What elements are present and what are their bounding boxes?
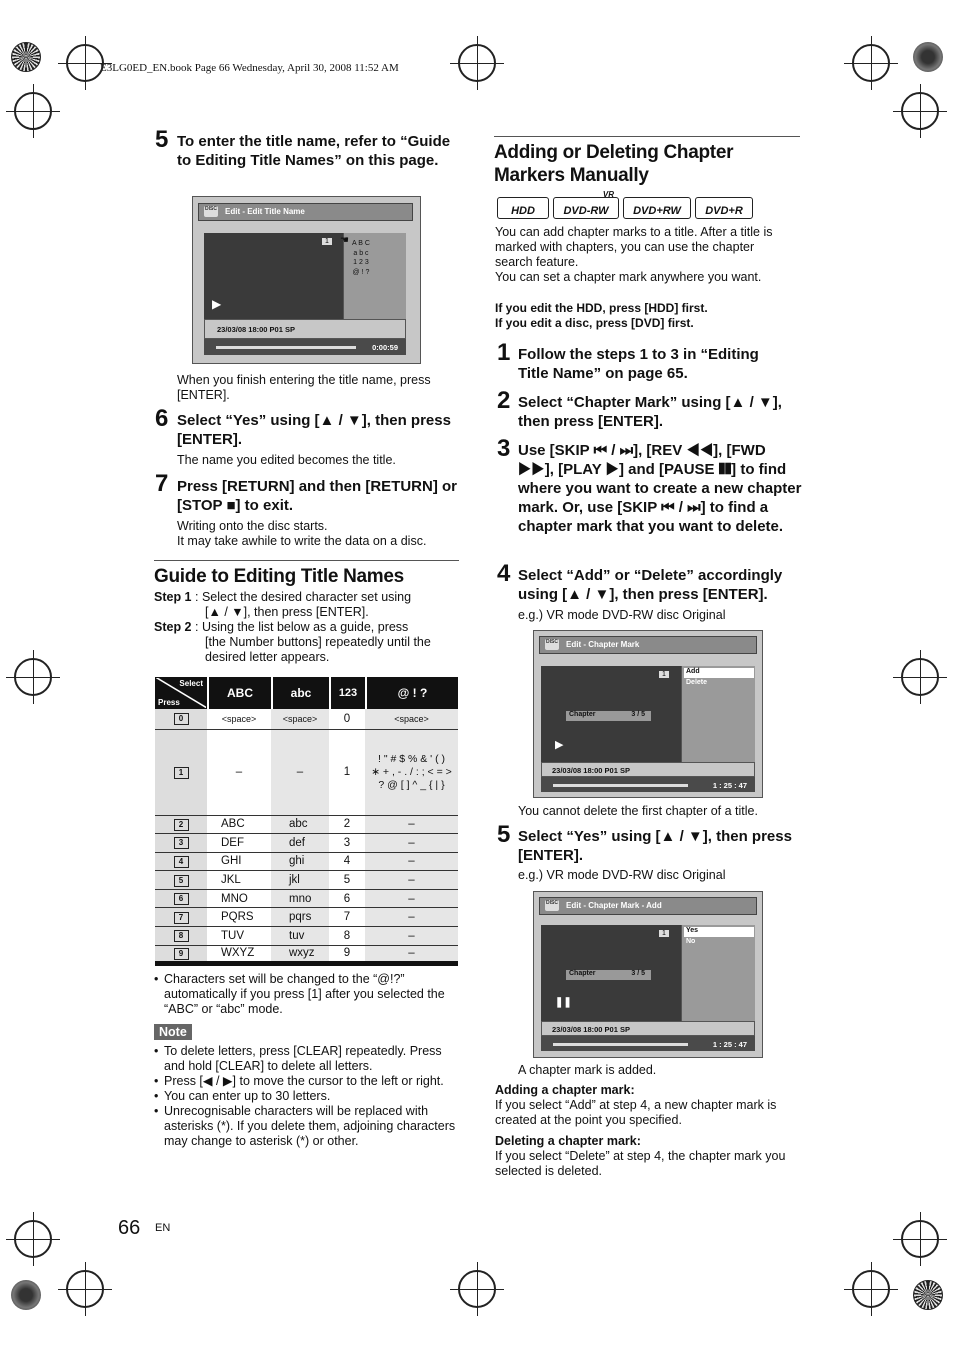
- hdd-icon: HDD: [497, 197, 549, 219]
- progress-bar: 1 : 25 : 47: [541, 1036, 755, 1051]
- osd-screen-chapter-mark: [533, 630, 763, 798]
- step-note: When you finish entering the title name, press [ENTER].: [177, 373, 431, 402]
- progress-bar: 0:00:59: [204, 339, 406, 355]
- step-note: You cannot delete the first chapter of a title.: [518, 804, 758, 818]
- paragraph: If you select “Delete” at step 4, the chapter mark you selected is deleted.: [495, 1149, 786, 1178]
- intro-text: You can set a chapter mark anywhere you want.: [495, 270, 762, 284]
- registration-mark-icon: [901, 658, 939, 696]
- step-text: Follow the steps 1 to 3 in “Editing Title Name” on page 65.: [518, 346, 759, 382]
- hdd-note: If you edit the HDD, press [HDD] first.: [495, 301, 708, 315]
- step-text: Select “Yes” using [▲ / ▼], then press [ENTER].: [518, 828, 792, 864]
- guide-steps: Step 1 : Select the desired character set using [▲ / ▼], then press [ENTER]. Step 2 : Using the list below as a guide, press [the Number buttons] repeatedly until the desired letter appears.: [154, 590, 431, 664]
- print-mark-icon: [913, 1280, 943, 1310]
- example-label: e.g.) VR mode DVD-RW disc Original: [518, 868, 726, 882]
- paragraph: If you select “Add” at step 4, a new chapter mark is created at the point you specified.: [495, 1098, 777, 1127]
- video-area: 1 Chapter 3 / 5 ▶: [541, 666, 681, 762]
- option-no[interactable]: No: [686, 938, 696, 945]
- step-text: Select “Chapter Mark” using [▲ / ▼], then press [ENTER].: [518, 394, 782, 430]
- chapter-box: Chapter 3 / 5: [566, 970, 651, 980]
- subheading: Adding a chapter mark:: [495, 1083, 635, 1097]
- char-panel: A B C a b c 1 2 3 @ ! ? ☚: [343, 233, 406, 319]
- registration-mark-icon: [852, 44, 890, 82]
- step-text: To enter the title name, refer to “Guide to Editing Title Names” on this page.: [177, 133, 451, 169]
- step-number: 5: [155, 126, 169, 153]
- osd-screen-chapter-mark-add: [533, 891, 763, 1058]
- option-delete[interactable]: Delete: [686, 679, 708, 686]
- step-number: 3: [497, 435, 511, 462]
- step-text: Press [RETURN] and then [RETURN] or [STOP ■] to exit.: [177, 478, 458, 514]
- table-body: 0 <space> <space> 0 <space> 1 – – 1 ! " # $ % & ' ( ) ∗ + , - . / : ; < = > ? @ [ ] ^ _ { | } 2 ABC abc 2 – 3 DEF def 3 – 4 GHI ghi 4 – 5 JKL jkl 5 – 6 MNO mno 6 – 7 PQRS pqrs 7 – 8 TUV tuv 8 – 9 WXYZ wxyz 9 –: [155, 709, 458, 966]
- info-bar: 23/03/08 18:00 P01 SP: [541, 762, 755, 777]
- video-area: 1 Chapter 3 / 5 ❚❚: [541, 925, 681, 1021]
- registration-mark-icon: [852, 1270, 890, 1308]
- table-corner: Select Press: [155, 677, 207, 709]
- dvd-rw-icon: VR DVD-RW: [553, 197, 619, 219]
- intro-text: You can add chapter marks to a title. After a title is marked with chapters, you can use the chapter search feature.: [495, 225, 773, 269]
- dvd-plus-r-icon: DVD+R: [695, 197, 753, 219]
- step-note: The name you edited becomes the title.: [177, 453, 396, 467]
- subheading: Deleting a chapter mark:: [495, 1134, 641, 1148]
- bullet-text: • Characters set will be changed to the “@!?” automatically if you press [1] after you selected the “ABC” or “abc” mode.: [154, 972, 457, 1017]
- section-title: Guide to Editing Title Names: [154, 566, 404, 587]
- osd-title-bar: DISC Edit - Chapter Mark - Add: [539, 897, 757, 915]
- info-bar: 23/03/08 18:00 P01 SP: [541, 1021, 755, 1036]
- page-number: 66: [118, 1217, 141, 1239]
- progress-bar: 1 : 25 : 47: [541, 777, 755, 792]
- step-note: It may take awhile to write the data on a disc.: [177, 534, 427, 548]
- play-icon: ▶: [212, 297, 222, 311]
- step-number: 4: [497, 560, 511, 587]
- registration-mark-icon: [458, 44, 496, 82]
- dvd-plus-rw-icon: DVD+RW: [623, 197, 691, 219]
- divider: [494, 136, 800, 137]
- step-number: 1: [497, 339, 511, 366]
- print-mark-icon: [11, 1280, 41, 1310]
- print-mark-icon: [11, 42, 41, 72]
- file-header: E3LG0ED_EN.book Page 66 Wednesday, April 30, 2008 11:52 AM: [100, 62, 399, 74]
- option-menu: [681, 666, 755, 762]
- option-menu: [681, 925, 755, 1021]
- media-icons: [497, 190, 753, 219]
- osd-title-bar: DISC Edit - Edit Title Name: [198, 203, 413, 221]
- registration-mark-icon: [66, 44, 104, 82]
- option-add[interactable]: Add: [684, 668, 754, 678]
- registration-mark-icon: [14, 92, 52, 130]
- video-area: 1 ▶: [204, 233, 344, 319]
- note-label: Note: [154, 1024, 192, 1040]
- step-text: Select “Add” or “Delete” accordingly using [▲ / ▼], then press [ENTER].: [518, 567, 783, 603]
- play-icon: ▶: [555, 739, 564, 751]
- registration-mark-icon: [14, 1220, 52, 1258]
- info-bar: 23/03/08 18:00 P01 SP: [204, 319, 406, 339]
- registration-mark-icon: [66, 1270, 104, 1308]
- osd-title-bar: DISC Edit - Chapter Mark: [539, 636, 757, 654]
- note-list: • To delete letters, press [CLEAR] repeatedly. Press and hold [CLEAR] to delete all letters. • Press [◀ / ▶] to move the cursor to the left or right. • You can enter up to 30 letters. • Unrecognisable characters will be replaced with asterisks (*). If you delete them, adjoining characters may change to asterisk (*) or other.: [154, 1044, 457, 1149]
- step-text: Select “Yes” using [▲ / ▼], then press [ENTER].: [177, 412, 451, 448]
- step-number: 7: [155, 470, 169, 497]
- hdd-note: If you edit a disc, press [DVD] first.: [495, 316, 694, 330]
- character-table: Select Press ABC abc 123 @ ! ? 0 <space> <space> 0 <space> 1 – – 1 ! " # $ % & ' ( ) ∗ + , - . / : ; < = > ? @ [ ] ^ _ { | } 2 ABC abc 2 – 3 DEF def 3 – 4 GHI ghi 4 – 5 JKL jkl 5 – 6 MNO mno 6 – 7 PQRS pqrs 7 – 8 TUV tuv 8 – 9 WXYZ wxyz 9 –: [155, 677, 458, 966]
- pause-icon: ❚❚: [555, 997, 572, 1008]
- print-mark-icon: [913, 42, 943, 72]
- step-text: Use [SKIP ⏮ / ⏭], [REV ◀◀], [FWD ▶▶], [PLAY ▶] and [PAUSE ❚❚] to find where you want to create a new chapter mark. Or, use [SKIP ⏮ / ⏭] to find a chapter mark that you want to delete.: [518, 442, 802, 535]
- osd-screen-edit-title: [192, 196, 421, 364]
- step-number: 5: [497, 821, 511, 848]
- step-note: A chapter mark is added.: [518, 1063, 657, 1077]
- language-label: EN: [155, 1222, 171, 1234]
- disc-icon: DISC: [204, 206, 218, 217]
- disc-icon: DISC: [545, 900, 559, 911]
- step-number: 6: [155, 405, 169, 432]
- cursor-hand-icon: ☚: [340, 235, 349, 246]
- registration-mark-icon: [901, 1220, 939, 1258]
- option-yes[interactable]: Yes: [684, 927, 754, 937]
- step-number: 2: [497, 387, 511, 414]
- registration-mark-icon: [901, 92, 939, 130]
- step-note: Writing onto the disc starts.: [177, 519, 328, 533]
- chapter-box: Chapter 3 / 5: [566, 711, 651, 721]
- registration-mark-icon: [14, 658, 52, 696]
- section-title: Adding or Deleting Chapter Markers Manually: [494, 142, 734, 186]
- registration-mark-icon: [458, 1270, 496, 1308]
- disc-icon: DISC: [545, 639, 559, 650]
- example-label: e.g.) VR mode DVD-RW disc Original: [518, 608, 726, 622]
- divider: [154, 560, 459, 561]
